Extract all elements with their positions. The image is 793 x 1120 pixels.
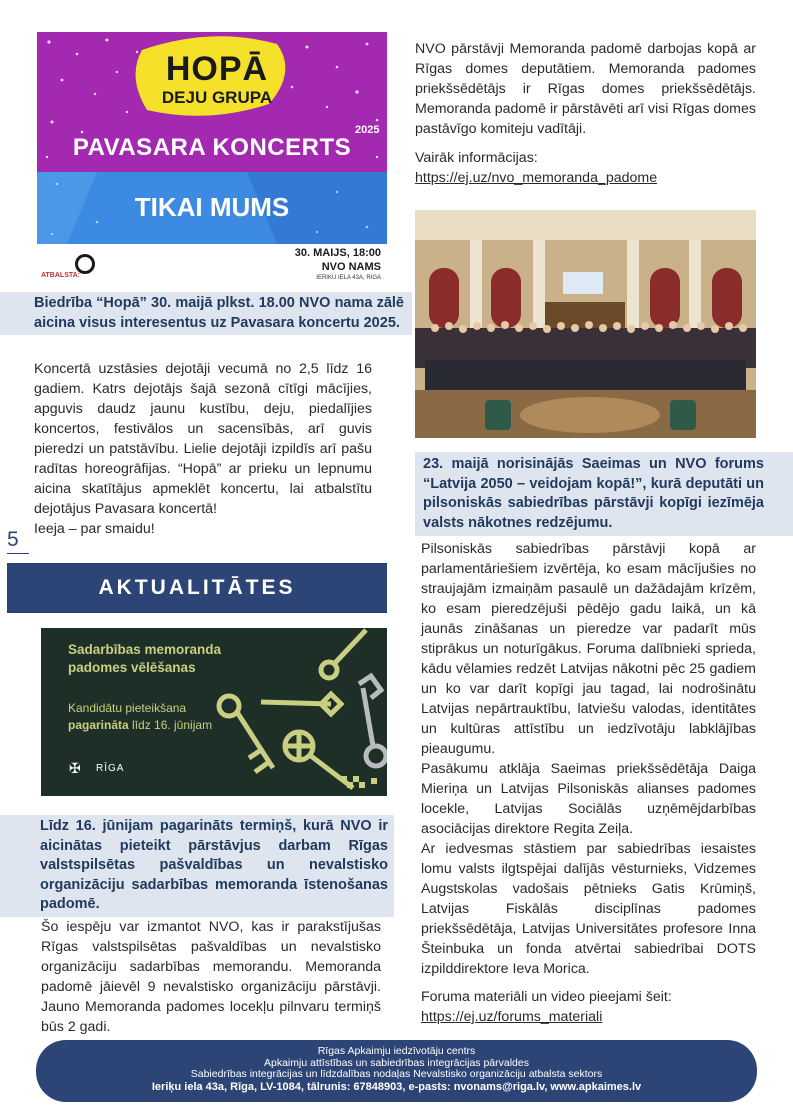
page-number-underline: [7, 553, 29, 554]
forum-materials-link[interactable]: https://ej.uz/forums_materiali: [421, 1009, 603, 1025]
footer-line2: Apkaimju attīstības un sabiedrības integrācijas pārvaldes: [264, 1056, 529, 1069]
concert-poster: [37, 32, 387, 286]
article3-p3: Ar iedvesmas stāstiem par sabiedrības iesaistes lomu valsts ilgtspējai dalījās vēsturnieks, Vidzemes Augstskolas vadošais pētnieks Gatis Krūmiņš, Latvijas Fiskālās disciplīnas padomes priekšsēdētāja, Latvijas Universitātes profesore Inna Šteinbuka un fonda atvērtai sabiedrībai DOTS izpilddirektore Ieva Morica.: [421, 841, 756, 977]
banner-title-line2: padomes vēlēšanas: [68, 660, 196, 675]
banner-sub-line1: Kandidātu pieteikšana: [68, 701, 187, 715]
poster-subtitle: TIKAI MUMS: [134, 192, 290, 222]
more-info-label: Vairāk informācijas:: [415, 150, 538, 166]
memoranda-text: NVO pārstāvji Memoranda padomē darbojas kopā ar Rīgas domes deputātiem. Memoranda padomes priekšsēdētājs ir Rīgas domes priekšsēdētājs. Memoranda padomē ir pārstāvēti arī visi Rīgas domes pastāvīgo komiteju vadītāji.: [415, 41, 756, 137]
article1-closing: Ieeja – par smaidu!: [34, 521, 155, 537]
poster-address: IERIKU IELA 43A, RIGA: [316, 275, 381, 281]
banner-brand: RĪGA: [96, 763, 125, 774]
poster-date: 30. MAIJS, 18:00: [294, 247, 381, 259]
forum-group-photo: [415, 210, 756, 438]
poster-year: 2025: [355, 124, 380, 136]
poster-blue-band: [37, 172, 387, 244]
saeima-hall-illustration: [415, 210, 756, 438]
memoranda-link[interactable]: https://ej.uz/nvo_memoranda_padome: [415, 170, 658, 186]
footer-line4: Ieriķu iela 43a, Rīga, LV-1084, tālrunis: 67848903, e-pasts: nvonams@riga.lv, www.apkaimes.lv: [151, 1080, 642, 1093]
sponsor-logo-icon: [75, 254, 95, 274]
article2-body: Šo iespēju var izmantot NVO, kas ir parakstījušas Rīgas valstspilsētas pašvaldības un nevalstisko organizāciju sadarbības memorandu. Memoranda padomē jāievēl 9 nevalstisko organizāciju pārstāvji. Jauno Memoranda padomes locekļu pilnvaru termiņš būs 2 gadi.: [41, 919, 381, 1035]
banner-sub-bold: pagarināta: [68, 718, 129, 732]
article1-body: Koncertā uzstāsies dejotāji vecumā no 2,5 līdz 16 gadiem. Katrs dejotājs šajā sezonā cītīgi mācījies, apguvis daudz jaunu kustību, deju, piedalījies koncertos, festivālos un sacensībās, arī guvis pieredzi un patstāvību. Lielie dejotāji izpildīs arī pašu radītas horeogrāfijas. “Hopā” ar prieku un lepnumu aicina skatītājus apmeklēt koncertu, lai atbalstītu dejotājus Pavasara koncertā!: [34, 361, 372, 517]
footer-line1: Rīgas Apkaimju iedzīvotāju centrs: [317, 1045, 476, 1057]
poster-title: PAVASARA KONCERTS: [72, 134, 352, 161]
article2-headline: Līdz 16. jūnijam pagarināts termiņš, kurā NVO ir aicinātas pieteikt pārstāvjus darbam Rīgas valstspilsētas pašvaldības un nevalstisko organizāciju sadarbības memoranda īstenošanas padomē.: [0, 815, 394, 917]
banner-sub-rest: līdz 16. jūnijam: [128, 718, 213, 732]
article3-p1: Pilsoniskās sabiedrības pārstāvji kopā ar parlamentāriešiem izvērtēja, ko esam mācījušies no straujajām izmaiņām pasaulē un dažādajām krīzēm, ko esam pieredzējuši pēdējo gadu laikā, un kā jaunās zināšanas un pieredze var padarīt mūs stiprākus un noturīgākus. Foruma dalībnieki sprieda, kādu vēlamies redzēt Latvijas nākotni pēc 25 gadiem un ko var darīt kopīgi jau tagad, lai nodrošinātu Latvijas nepārtrauktību, latviešu valodas, identitātes un kultūras attīstību un iedzīvotāju labklājības pieaugumu.: [421, 541, 756, 757]
article1-headline: Biedrība “Hopā” 30. maijā plkst. 18.00 NVO nama zālē aicina visus interesentus uz Pavasara koncertu 2025.: [0, 292, 412, 335]
footer: [36, 1040, 757, 1102]
banner-title-line1: Sadarbības memoranda: [68, 642, 222, 657]
article3-p2: Pasākumu atklāja Saeimas priekšsēdētāja Daiga Mieriņa un Latvijas Pilsoniskās alianses padomes locekle, Latvijas Sociālās uzņēmējdarbības asociācijas direktore Regita Zeiļa.: [421, 761, 756, 837]
riga-crest-icon: ✠: [69, 760, 81, 776]
poster-purple-area: [37, 32, 387, 172]
page-number: 5: [7, 528, 19, 551]
poster-logo-line2: DEJU GRUPA: [161, 88, 273, 107]
keys-illustration: [41, 628, 387, 796]
footer-line3: Sabiedrības integrācijas un līdzdalības nodaļas Nevalstisko organizāciju atbalsta sektors: [190, 1068, 603, 1080]
section-title-bar: AKTUALITĀTES: [7, 563, 387, 613]
poster-logo-line1: HOPĀ: [165, 50, 269, 88]
poster-sponsor-label: ATBALSTA:: [41, 272, 81, 279]
article3-p4: Foruma materiāli un video pieejami šeit:: [421, 989, 672, 1005]
poster-venue: NVO NAMS: [321, 261, 381, 273]
memorandum-banner: [41, 628, 387, 796]
article3-headline: 23. maijā norisinājās Saeimas un NVO forums “Latvija 2050 – veidojam kopā!”, kurā deputāti un pilsoniskās sabiedrības pārstāvji kopīgi iezīmēja valsts nākotnes redzējumu.: [415, 452, 793, 536]
poster-footer-area: [37, 244, 387, 286]
